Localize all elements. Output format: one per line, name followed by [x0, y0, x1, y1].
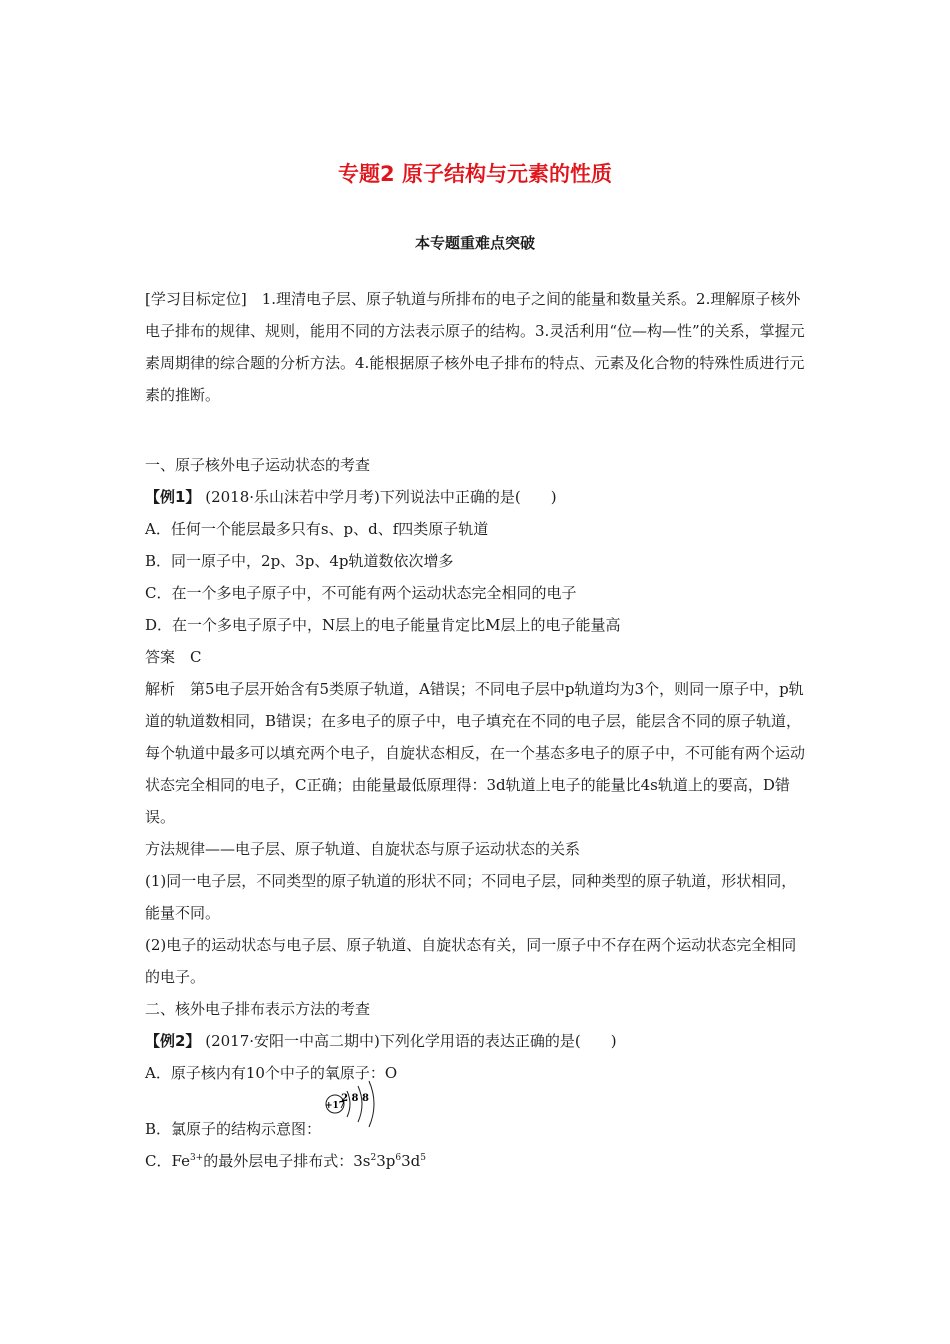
- method-point-2: (2)电子的运动状态与电子层、原子轨道、自旋状态有关，同一原子中不存在两个运动状态完全相同的电子。: [145, 936, 797, 986]
- example1-answer: 答案 C: [145, 648, 202, 666]
- goal-label: [学习目标定位]: [145, 290, 247, 308]
- example2-label: 【例2】: [145, 1032, 201, 1050]
- goal-text: 1.理清电子层、原子轨道与所排布的电子之间的能量和数量关系。2.理解原子核外电子排布的规律、规则，能用不同的方法表示原子的结构。3.灵活利用“位—构—性”的关系，掌握元素周期律的综合题的分析方法。4.能根据原子核外电子排布的特点、元素及化合物的特殊性质进行元素的推断。: [145, 290, 805, 404]
- option-b-text: B．氯原子的结构示意图：: [145, 1120, 322, 1138]
- chlorine-atom-diagram: [325, 1077, 385, 1135]
- shell-electrons: 2 8 8: [341, 1093, 369, 1104]
- config-3p-count: 6: [395, 1153, 402, 1163]
- learning-goals: [145, 283, 810, 411]
- example1-text: (2018·乐山沫若中学月考)下列说法中正确的是( ): [205, 488, 557, 506]
- document-body: [145, 283, 810, 1177]
- example2: [145, 1025, 810, 1057]
- config-3d: 3d: [401, 1152, 421, 1170]
- config-3s-count: 2: [370, 1153, 377, 1163]
- example2-text: (2017·安阳一中高二期中)下列化学用语的表达正确的是( ): [205, 1032, 617, 1050]
- example1-option-c: C．在一个多电子原子中，不可能有两个运动状态完全相同的电子: [145, 584, 577, 602]
- example1-option-d: D．在一个多电子原子中，N层上的电子能量肯定比M层上的电子能量高: [145, 616, 621, 634]
- ion-charge: 3+: [189, 1153, 204, 1163]
- option-c-prefix: C．Fe: [145, 1152, 190, 1170]
- example1: [145, 481, 810, 513]
- example1-label: 【例1】: [145, 488, 201, 506]
- config-3s: 3s: [353, 1152, 371, 1170]
- example2-option-b: [145, 1089, 810, 1145]
- config-3p: 3p: [376, 1152, 396, 1170]
- option-c-text: 的最外层电子排布式：: [203, 1152, 354, 1170]
- example2-option-a: A．原子核内有10个中子的氧原子：O: [145, 1064, 398, 1082]
- page-subtitle: 本专题重难点突破: [414, 234, 535, 252]
- example1-analysis: 解析 第5电子层开始含有5类原子轨道，A错误；不同电子层中p轨道均为3个，则同一原子中，p轨道的轨道数相同，B错误；在多电子的原子中，电子填充在不同的电子层，能层含不同的原子轨道，每个轨道中最多可以填充两个电子，自旋状态相反，在一个基态多电子的原子中，不可能有两个运动状态完全相同的电子，C正确；由能量最低原理得：3d轨道上电子的能量比4s轨道上的要高，D错误。: [145, 680, 806, 826]
- method-title: 方法规律——电子层、原子轨道、自旋状态与原子运动状态的关系: [145, 840, 581, 858]
- config-3d-count: 5: [420, 1153, 427, 1163]
- example1-option-b: B．同一原子中，2p、3p、4p轨道数依次增多: [145, 552, 454, 570]
- method-point-1: (1)同一电子层，不同类型的原子轨道的形状不同；不同电子层，同种类型的原子轨道，形状相同，能量不同。: [145, 872, 797, 922]
- page-title: 专题2 原子结构与元素的性质: [338, 162, 612, 186]
- section2-heading: 二、核外电子排布表示方法的考查: [145, 1000, 371, 1018]
- example2-option-c: [145, 1145, 810, 1177]
- example1-option-a: A．任何一个能层最多只有s、p、d、f四类原子轨道: [145, 520, 489, 538]
- section1-heading: 一、原子核外电子运动状态的考查: [145, 456, 371, 474]
- nucleus-charge: +17: [325, 1101, 346, 1111]
